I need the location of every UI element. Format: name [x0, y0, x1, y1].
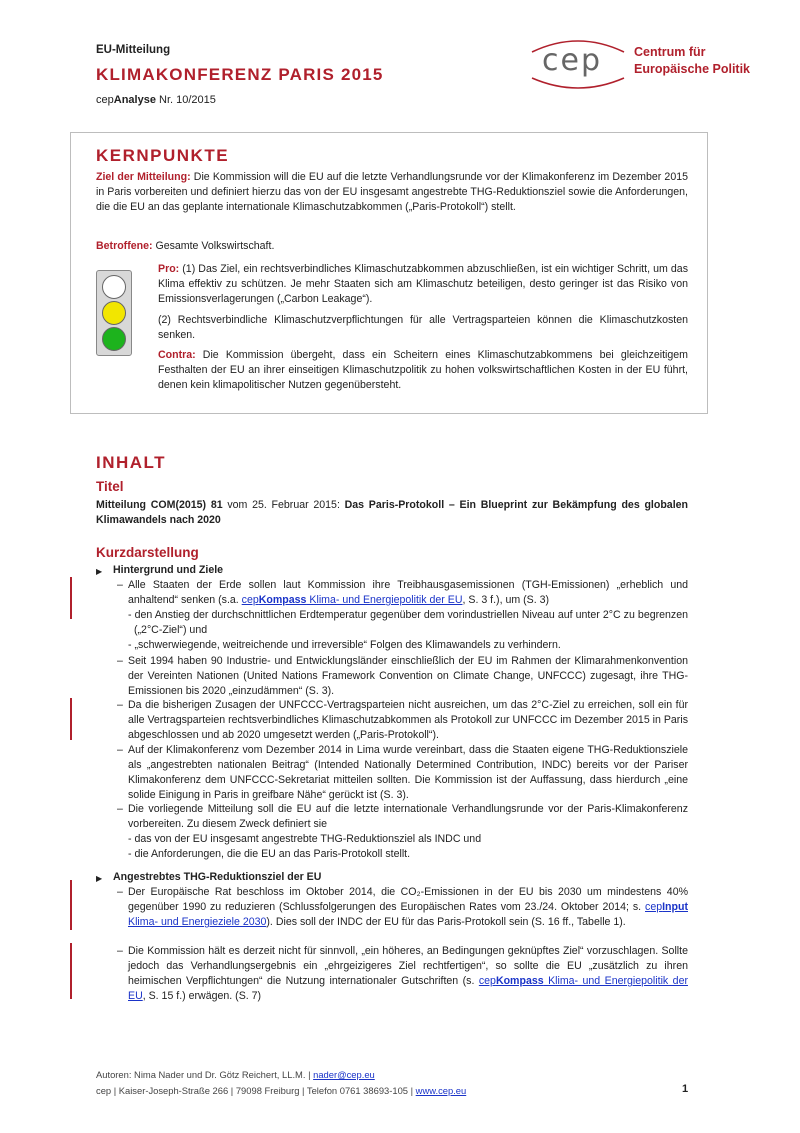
contra-label: Contra:: [158, 349, 196, 361]
ziel-text: Die Kommission will die EU auf die letzte Verhandlungsrunde vor der Klimakonferenz im Dezember 2015 in Paris vorbereiten und definiert hierzu das von der EU insgesamt angestrebte THG-Reduktionsziel sowie die Anforderungen, die die EU an das geplante internationale Klimaschutzabkommen („Paris-Protokoll“) stellt.: [96, 171, 689, 214]
link-bold: Input: [662, 901, 688, 914]
s1-paragraph-3: Da die bisherigen Zusagen der UNFCCC-Vertragsparteien nicht ausreichen, um das 2°C-Ziel zu erreichen, soll ein für alle Vertragsparteien rechtsverbindliches Klimaschutzabkommen als Protokoll zur UNFCCC im Dezember 2015 in Paris abgeschlossen und ab 2020 umgesetzt werden („Paris-Protokoll“).: [128, 699, 688, 742]
kurzdarstellung-heading: Kurzdarstellung: [96, 545, 199, 560]
change-bar: [70, 577, 72, 619]
logo-line-1: Centrum für: [634, 45, 706, 59]
dash-marker: –: [117, 803, 123, 815]
pro-text-1: (1) Das Ziel, ein rechtsverbindliches Klimaschutzabkommen abzuschließen, ist ein wichtiger Schritt, um das Klima effektiv zu schützen. Je mehr Staaten sich am Klimaschutz beteiligen, desto geringer ist das Risiko von Emissionsverlagerungen („Carbon Leakage“).: [158, 263, 688, 306]
dash-marker: –: [117, 579, 123, 591]
dash-marker: –: [117, 886, 123, 898]
dash-marker: –: [117, 945, 123, 957]
logo-text: [634, 44, 750, 78]
s1-sub-item-4: - die Anforderungen, die die EU an das Paris-Protokoll stellt.: [128, 848, 411, 860]
dash-marker: –: [117, 655, 123, 667]
link-prefix: cep: [645, 901, 663, 914]
link-title: Klima- und Energieziele 2030: [128, 916, 267, 929]
section-heading-thg-ziel: Angestrebtes THG-Reduktionsziel der EU: [113, 871, 322, 883]
s1-paragraph-4: Auf der Klimakonferenz vom Dezember 2014 in Lima wurde vereinbart, dass die Staaten eigene THG-Reduktionsziele als „angestrebten nationalen Beitrag“ (Intended Nationally Determined Contribution, INDC) bereits vor der Pariser Klimakonferenz dem UNFCCC-Sekretariat mitteilen sollten. Die Kommission ist der Auffassung, dass hierdurch „eine solide Einigung in Paris in greifbare Nähe“ gerückt ist (S. 3).: [128, 744, 688, 802]
pro-paragraph-1: [158, 262, 688, 307]
titel-com-number: Mitteilung COM(2015) 81: [96, 499, 223, 511]
titel-name: Das Paris-Protokoll – Ein Blueprint zur Bekämpfung des globalen Klimawandels nach 2020: [96, 499, 688, 527]
footer-authors: [96, 1068, 375, 1081]
s2-p2-text-a: Die Kommission hält es derzeit nicht für sinnvoll, „ein höheres, an Bedingungen geknüpftes Ziel“ vorzuschlagen. Sollte jedoch das Verhandlungsergebnis ein „ehrgeizigeres Ziel rechtfertigen“, so sollte die EU „zusätzlich zu ihren heimischen Verpflichtungen“ die Nutzung internationaler Gutschriften (s.: [128, 945, 688, 988]
analysis-number: [96, 93, 216, 109]
analysis-number-suffix: Nr. 10/2015: [155, 94, 216, 106]
ziel-paragraph: [96, 170, 688, 215]
betroffene-label: Betroffene:: [96, 240, 153, 252]
analysis-number-prefix: cep: [96, 94, 114, 106]
dash-marker: –: [117, 699, 123, 711]
s2-paragraph-1: [128, 885, 688, 930]
logo-mark: cep: [542, 43, 602, 78]
change-bar: [70, 698, 72, 740]
section-heading-hintergrund: Hintergrund und Ziele: [113, 564, 224, 576]
dash-marker: –: [117, 744, 123, 756]
traffic-light-bottom: [102, 327, 126, 351]
pro-paragraph-2: (2) Rechtsverbindliche Klimaschutzverpflichtungen für alle Vertragsparteien können die Klimaschutzkosten senken.: [158, 314, 688, 342]
footer-address: [96, 1084, 466, 1097]
change-bar: [70, 880, 72, 930]
s2-p1-text-a: Der Europäische Rat beschloss im Oktober 2014, die CO₂-Emissionen in der EU bis 2030 um mindestens 40% gegenüber 1990 zu reduzieren (Schlussfolgerungen des Europäischen Rates vom 23./24. Oktober 2014; s.: [128, 886, 688, 914]
link-prefix: cep: [478, 975, 496, 988]
footer-authors-text: Autoren: Nima Nader und Dr. Götz Reichert, LL.M. |: [96, 1069, 314, 1080]
bullet-triangle-icon: ▶: [96, 874, 103, 883]
kernpunkte-title: KERNPUNKTE: [96, 146, 230, 165]
link-title: Klima- und Energiepolitik der EU: [306, 594, 463, 607]
s1-paragraph-2: Seit 1994 haben 90 Industrie- und Entwicklungsländer einschließlich der EU im Rahmen der Klimarahmenkonvention der Vereinten Nationen (United Nations Framework Convention on Climate Change, UNFCCC) zugesagt, ihre THG-Emissionen bis 2020 „einzudämmen“ (S. 3).: [128, 655, 688, 698]
titel-text: [96, 498, 688, 528]
s2-p2-text-b: , S. 15 f.) erwägen. (S. 7): [142, 990, 262, 1003]
traffic-light-middle: [102, 301, 126, 325]
traffic-light-icon: [96, 270, 132, 356]
s1-sub-item-3: - das von der EU insgesamt angestrebte THG-Reduktionsziel als INDC und: [128, 833, 482, 845]
link-title: Klima- und Energiepolitik der EU: [128, 975, 688, 1003]
s2-paragraph-2: [128, 944, 688, 1004]
s1-sub-item-1: - den Anstieg der durchschnittlichen Erdtemperatur gegenüber dem vorindustriellen Niveau auf unter 2°C zu begrenzen („2°C-Ziel“) und: [128, 609, 688, 637]
document-type: EU-Mitteilung: [96, 44, 171, 56]
link-bold: Kompass: [258, 594, 307, 607]
s1-p1-text-b: , S. 3 f.), um (S. 3): [462, 594, 550, 607]
betroffene-paragraph: [96, 239, 688, 254]
contra-text: Die Kommission übergeht, dass ein Scheitern eines Klimaschutzabkommens bei gleichzeitigem Festhalten der EU an ihrer einseitigen Klimaschutzpolitik zu hohen volkswirtschaftlichen Kosten in der EU führt, denen kein klimapolitischer Nutzen gegenübersteht.: [158, 349, 688, 392]
inhalt-title: INHALT: [96, 453, 167, 472]
link-prefix: cep: [241, 594, 259, 607]
page-number: 1: [682, 1083, 689, 1095]
contra-paragraph: [158, 348, 688, 393]
s2-p1-text-b: ). Dies soll der INDC der EU für das Paris-Protokoll sein (S. 16 ff., Tabelle 1).: [266, 916, 626, 929]
s1-paragraph-5: Die vorliegende Mitteilung soll die EU auf die letzte internationale Verhandlungsrunde vor der Paris-Klimakonferenz vorbereiten. Zu diesem Zweck definiert sie: [128, 803, 688, 831]
cep-kompass-link-1[interactable]: [242, 594, 463, 606]
change-bar: [70, 943, 72, 999]
s1-p1-text-a: Alle Staaten der Erde sollen laut Kommission ihre Treibhausgasemissionen (TGH-Emissionen) „erheblich und anhaltend“ senken (s.a.: [128, 579, 688, 607]
titel-heading: Titel: [96, 479, 124, 494]
pro-label: Pro:: [158, 263, 180, 275]
logo-line-2: Europäische Politik: [634, 61, 751, 76]
s1-paragraph-1: [128, 578, 688, 608]
titel-date: vom 25. Februar 2015:: [222, 499, 345, 511]
cep-logo: [528, 36, 758, 91]
footer-address-text: cep | Kaiser-Joseph-Straße 266 | 79098 Freiburg | Telefon 0761 38693-105 |: [96, 1085, 416, 1096]
analysis-number-bold: Analyse: [113, 94, 156, 106]
footer-email-link[interactable]: nader@cep.eu: [313, 1069, 375, 1080]
betroffene-text: Gesamte Volkswirtschaft.: [152, 240, 275, 252]
traffic-light-top: [102, 275, 126, 299]
ziel-label: Ziel der Mitteilung:: [96, 171, 191, 183]
s1-sub-item-2: - „schwerwiegende, weitreichende und irreversible“ Folgen des Klimawandels zu verhindern.: [128, 639, 561, 651]
footer-web-link[interactable]: www.cep.eu: [415, 1085, 467, 1096]
link-bold: Kompass: [495, 975, 544, 988]
bullet-triangle-icon: ▶: [96, 567, 103, 576]
document-title: KLIMAKONFERENZ PARIS 2015: [96, 65, 384, 84]
